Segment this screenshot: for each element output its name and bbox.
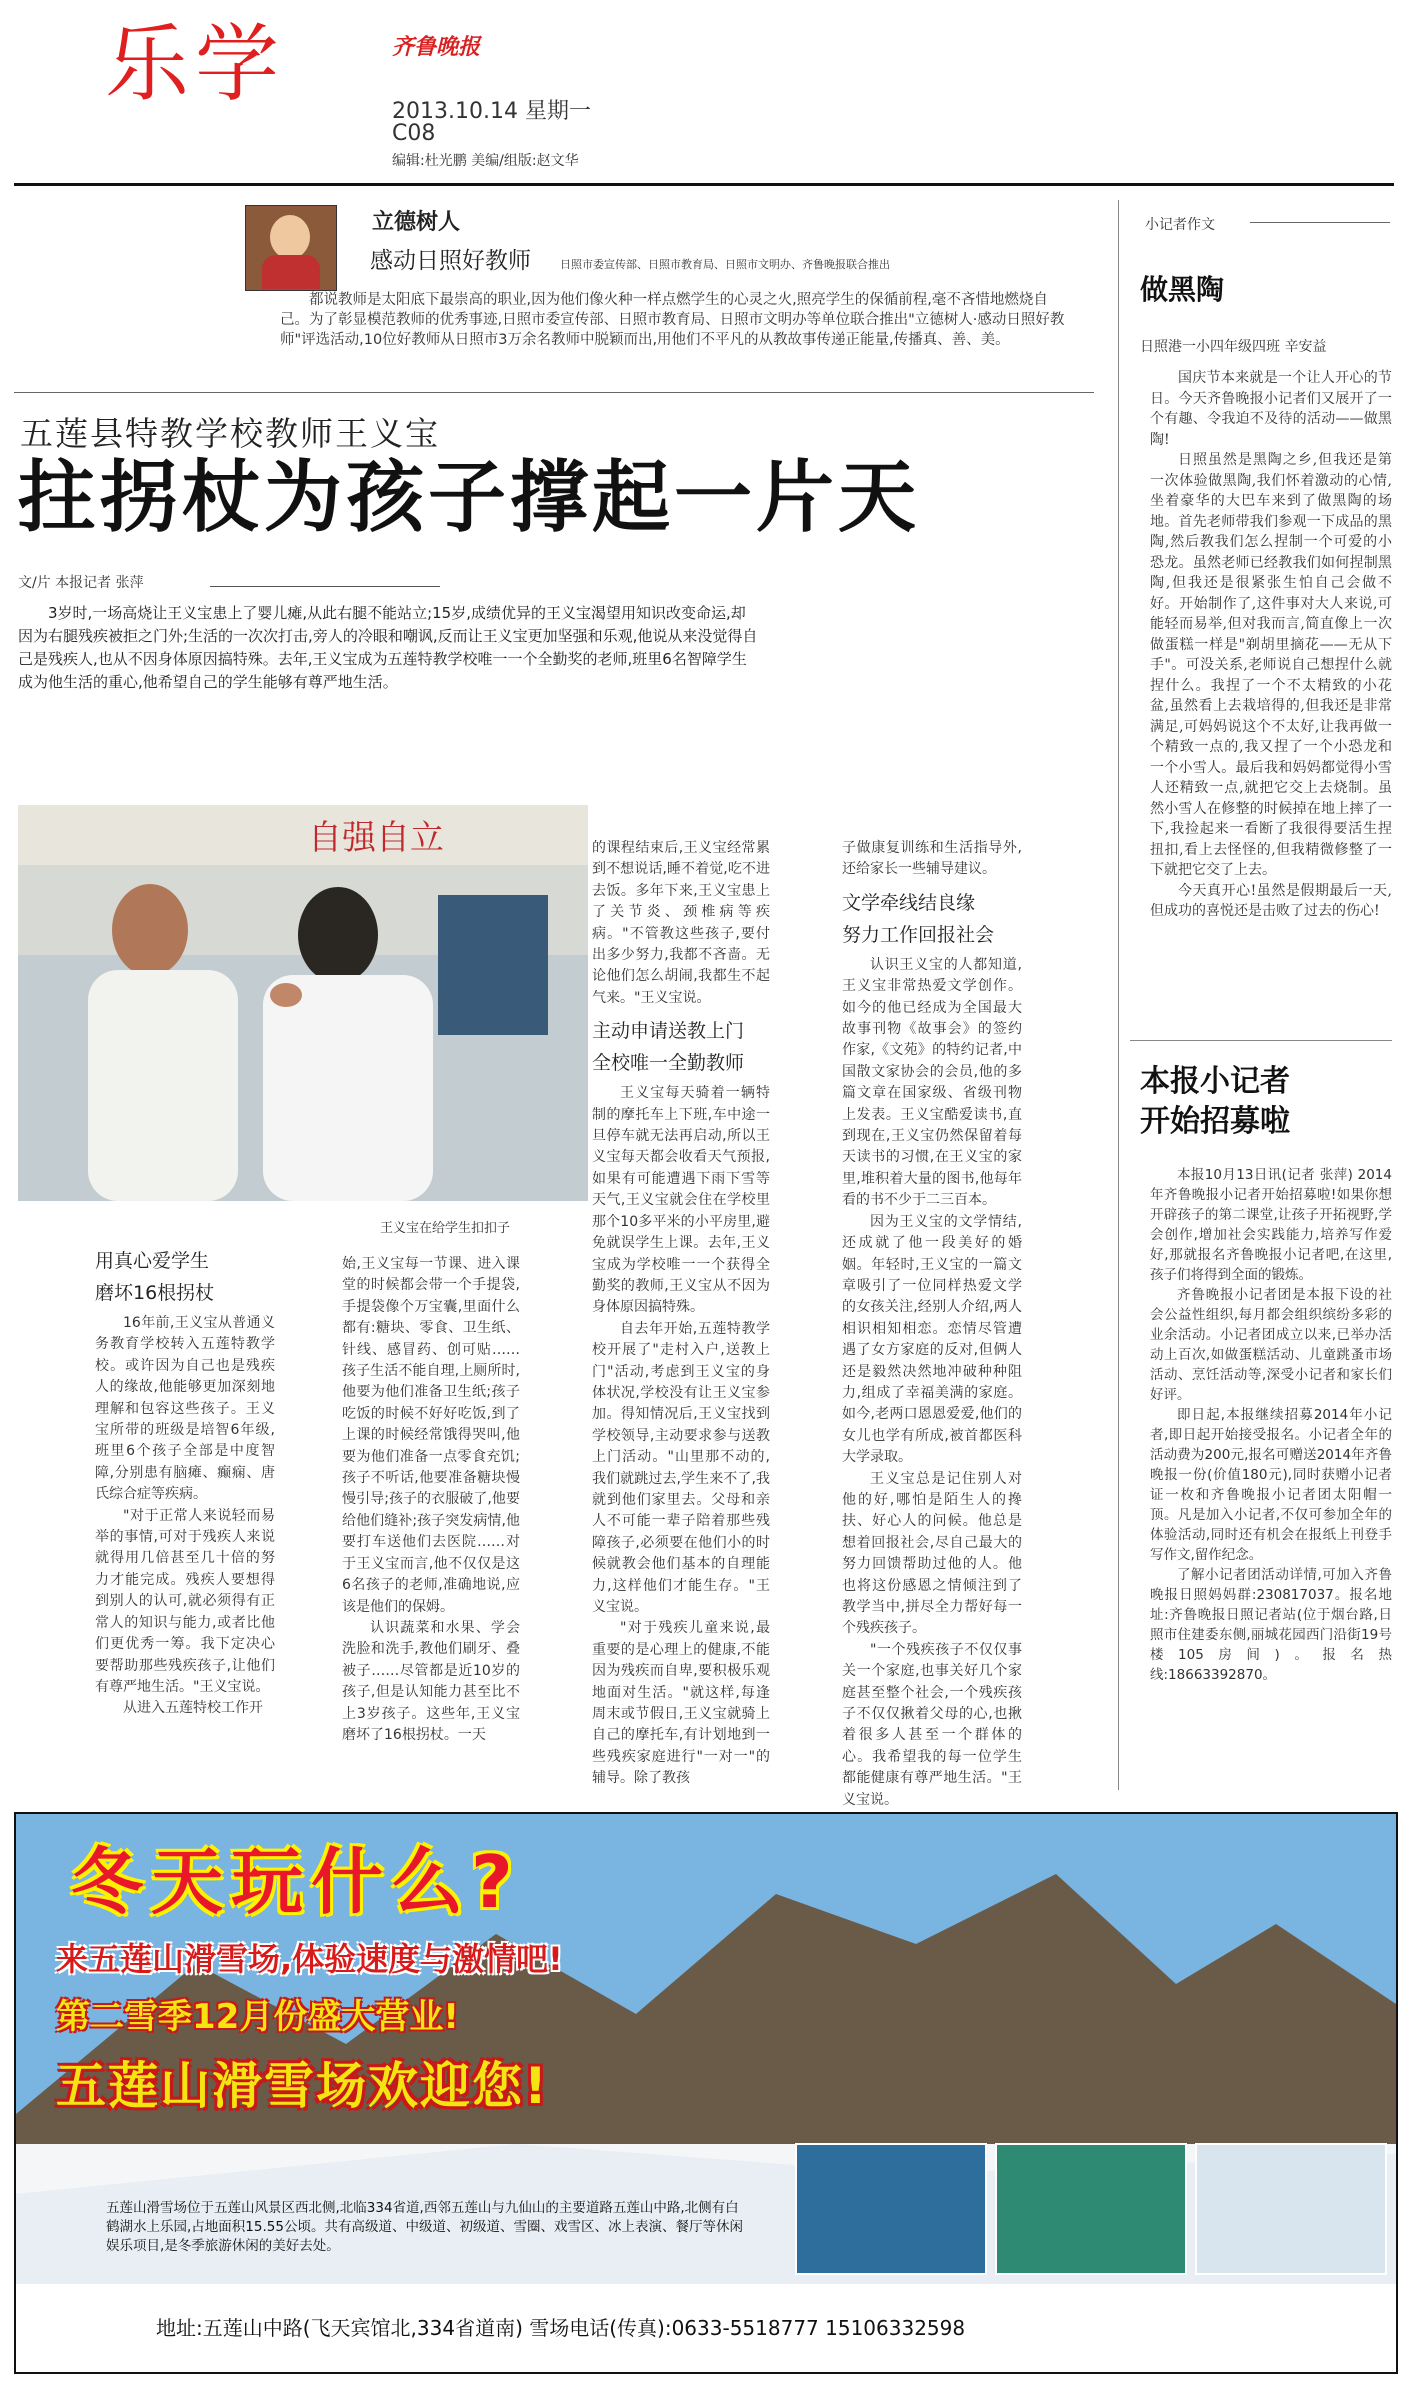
- campaign-subtitle: 感动日照好教师: [370, 248, 531, 274]
- photo-illustration: [18, 805, 588, 1201]
- ad-address: 地址:五莲山中路(飞天宾馆北,334省道南) 雪场电话(传真):0633-5518777 15106332598: [156, 2316, 966, 2340]
- photo-sign: 自强自立: [308, 818, 444, 858]
- article-photo: [18, 805, 588, 1201]
- paragraph: 始,王义宝每一节课、进入课堂的时候都会带一个手提袋,手提袋像个万宝囊,里面什么都有:糖块、零食、卫生纸、针线、感冒药、创可贴……孩子生活不能自理,上厕所时,他要为他们准备卫生纸;孩子吃饭的时候不好好吃饭,到了上课的时候经常饿得哭叫,他要为他们准备一点零食充饥;孩子不听话,他要准备糖块慢慢引导;孩子的衣服破了,他要给他们缝补;孩子突发病情,他要打车送他们去医院……对于王义宝而言,他不仅仅是这6名孩子的老师,准确地说,应该是他们的保姆。: [342, 1256, 520, 1615]
- paragraph: 自去年开始,五莲特教学校开展了"走村入户,送教上门"活动,考虑到王义宝的身体状况,学校没有让王义宝参加。得知情况后,王义宝找到学校领导,主动要求参与送教上门活动。"山里那不动的,我们就跳过去,学生来不了,我就到他们家里去。父母和亲人不可能一辈子陪着那些残障孩子,必须要在他们小的时候就教会他们基本的自理能力,这样他们才能生存。"王义宝说。: [592, 1320, 770, 1615]
- sidebar-section-rule: [1130, 1040, 1392, 1041]
- recruit-body: [1150, 1165, 1392, 1685]
- paragraph: 日照虽然是黑陶之乡,但我还是第一次体验做黑陶,我们怀着激动的心情,坐着豪华的大巴车来到了做黑陶的场地。首先老师带我们参观一下成品的黑陶,然后教我们怎么捏制一个可爱的小恐龙。虽然老师已经教我们如何捏制黑陶,但我还是很紧张生怕自己会做不好。开始制作了,这件事对大人来说,可能轻而易举,但对我而言,简直像上一次做蛋糕一样是"剃胡里摘花——无从下手"。可没关系,老师说自己想捏什么就捏什么。我捏了一个不太精致的小花盆,虽然看上去栽培得的,但我还是非常满足,可妈妈说这个不太好,让我再做一个精致一点的,我又捏了一个小恐龙和一个小雪人。最后我和妈妈都觉得小雪人还精致一点,就把它交上去烧制。虽然小雪人在修整的时候掉在地上摔了一下,我捡起来一看断了我很得要活生捏扭扣,看上去怪怪的,但我精微修整了一下就把它交了上去。: [1150, 452, 1392, 878]
- sidebar-divider: [1118, 200, 1119, 1790]
- paragraph: 子做康复训练和生活指导外,还给家长一些辅导建议。: [842, 840, 1022, 878]
- campaign-brand: 立德树人: [372, 209, 461, 235]
- sidebar-tag-rule: [1250, 222, 1390, 223]
- masthead-rule: [14, 183, 1394, 186]
- sidebar-essay-title: 做黑陶: [1140, 273, 1225, 306]
- paragraph: 的课程结束后,王义宝经常累到不想说话,睡不着觉,吃不进去饭。多年下来,王义宝患上了关节炎、颈椎病等疾病。"不管教这些孩子,要付出多少努力,我都不吝啬。无论他们怎么胡闹,我都生不起气来。"王义宝说。: [592, 840, 770, 1006]
- paragraph: 了解小记者团活动详情,可加入齐鲁晚报日照妈妈群:230817037。报名地址:齐鲁晚报日照记者站(位于烟台路,日照市住建委东侧,丽城花园西门沿街19号楼105房间)。报名热线:18663392870。: [1150, 1567, 1392, 1683]
- ad-line-1: 来五莲山滑雪场,体验速度与激情吧!: [56, 1940, 563, 1978]
- paragraph: 认识王义宝的人都知道,王义宝非常热爱文学创作。如今的他已经成为全国最大故事刊物《故事会》的签约作家,《文苑》的特约记者,中国散文家协会的会员,他的多篇文章在国家级、省级刊物上发表。王义宝酷爱读书,直到现在,王义宝仍然保留着每天读书的习惯,在王义宝的家里,堆积着大量的图书,他每年看的书不少于二三百本。: [842, 956, 1022, 1209]
- section-title: 乐学: [105, 15, 286, 113]
- paragraph: 即日起,本报继续招募2014年小记者,即日起开始接受报名。小记者全年的活动费为200元,报名可赠送2014年齐鲁晚报一份(价值180元),同时获赠小记者证一枚和齐鲁晚报小记者团太阳帽一顶。凡是加入小记者,不仅可参加全年的体验活动,同时还有机会在报纸上刊登手写作文,留作纪念。: [1150, 1407, 1392, 1563]
- page-number: C08: [392, 121, 436, 146]
- newspaper-logo: 齐鲁晚报: [392, 34, 481, 60]
- article-column-1: [95, 1245, 275, 1720]
- paragraph: "对于残疾儿童来说,最重要的是心理上的健康,不能因为残疾而自卑,要积极乐观地面对生活。"就这样,每逢周末或节假日,王义宝就骑上自己的摩托车,有计划地到一些残疾家庭进行"一对一"的辅导。除了教孩: [592, 1620, 770, 1787]
- paragraph: 从进入五莲特校工作开: [123, 1700, 263, 1717]
- ad-line-2: 第二雪季12月份盛大营业!: [56, 1997, 459, 2037]
- section-heading-2: 主动申请送教上门 全校唯一全勤教师: [592, 1020, 745, 1075]
- article-column-4: [842, 838, 1022, 1811]
- article-headline: 拄拐杖为孩子撑起一片天: [18, 453, 921, 543]
- section-heading-3: 文学牵线结良缘 努力工作回报社会: [842, 891, 995, 946]
- sidebar-essay-body: [1150, 368, 1392, 922]
- editor-credits: 编辑:杜光鹏 美编/组版:赵文华: [392, 153, 579, 169]
- paragraph: 16年前,王义宝从普通义务教育学校转入五莲特教学校。或许因为自己也是残疾人的缘故,他能够更加深刻地理解和包容这些孩子。王义宝所带的班级是培智6年级,班里6个孩子全部是中度智障,分别患有脑瘫、癫痫、唐氏综合症等疾病。: [95, 1315, 275, 1503]
- paragraph: "对于正常人来说轻而易举的事情,可对于残疾人来说就得用几倍甚至几十倍的努力才能完成。残疾人要想得到别人的认可,就必须得有正常人的知识与能力,或者比他们更优秀一筹。我下定决心要帮助那些残疾孩子,让他们有尊严地生活。"王义宝说。: [95, 1507, 275, 1695]
- paragraph: 齐鲁晚报小记者团是本报下设的社会公益性组织,每月都会组织缤纷多彩的业余活动。小记者团成立以来,已举办活动上百次,如做蛋糕活动、儿童跳蚤市场活动、烹饪活动等,深受小记者和家长们好评。: [1150, 1287, 1392, 1403]
- article-column-2: [342, 1254, 520, 1746]
- portrait-face: [270, 215, 310, 259]
- byline: 文/片 本报记者 张萍: [18, 575, 144, 591]
- paragraph: "一个残疾孩子不仅仅事关一个家庭,也事关好几个家庭甚至整个社会,一个残疾孩子不仅仅揪着父母的心,也揪着很多人甚至一个群体的心。我希望我的每一位学生都能健康有尊严地生活。"王义宝说。: [842, 1641, 1022, 1808]
- sidebar-essay-author: 日照港一小四年级四班 辛安益: [1140, 339, 1327, 355]
- issue-date: 2013.10.14 星期一: [392, 99, 591, 124]
- ad-blurb: 五莲山滑雪场位于五莲山风景区西北侧,北临334省道,西邻五莲山与九仙山的主要道路五莲山中路,北侧有白鹤湖水上乐园,占地面积15.55公顷。共有高级道、中级道、初级道、雪圈、戏雪区、冰上表演、餐厅等休闲娱乐项目,是冬季旅游休闲的美好去处。: [106, 2200, 743, 2254]
- ad-line-3: 五莲山滑雪场欢迎您!: [56, 2057, 549, 2115]
- paragraph: 今天真开心!虽然是假期最后一天,但成功的喜悦还是击败了过去的伤心!: [1150, 882, 1392, 919]
- campaign-intro: 都说教师是太阳底下最崇高的职业,因为他们像火种一样点燃学生的心灵之火,照亮学生的保循前程,毫不吝惜地燃烧自己。为了彰显模范教师的优秀事迹,日照市委宣传部、日照市教育局、日照市文明办等单位联合推出"立德树人·感动日照好教师"评选活动,10位好教师从日照市3万余名教师中脱颖而出,用他们不平凡的从教故事传递正能量,传播真、善、美。: [280, 292, 1065, 348]
- article-lead: 3岁时,一场高烧让王义宝患上了婴儿瘫,从此右腿不能站立;15岁,成绩优异的王义宝渴望用知识改变命运,却因为右腿残疾被拒之门外;生活的一次次打击,旁人的冷眼和嘲讽,反而让王义宝更加坚强和乐观,他说从来没觉得自己是残疾人,也从不因身体原因搞特殊。去年,王义宝成为五莲特教学校唯一一个全勤奖的老师,班里6名智障学生成为他生活的重心,他希望自己的学生能够有尊严地生活。: [18, 604, 758, 691]
- byline-rule: [210, 586, 440, 587]
- paragraph: 本报10月13日讯(记者 张萍) 2014年齐鲁晚报小记者开始招募啦!如果你想开辟孩子的第二课堂,让孩子开拓视野,学会创作,增加社会实践能力,培养写作爱好,那就报名齐鲁晚报小记者吧,在这里,孩子们将得到全面的锻炼。: [1150, 1167, 1392, 1283]
- sidebar-tag: 小记者作文: [1145, 217, 1215, 233]
- portrait-body: [262, 255, 320, 289]
- section-heading-1: 用真心爱学生 磨坏16根拐杖: [95, 1250, 215, 1304]
- ski-resort-ad: [14, 1812, 1398, 2374]
- article-subhead: 五莲县特教学校教师王义宝: [20, 414, 440, 453]
- ad-headline: 冬天玩什么?: [71, 1840, 521, 1924]
- photo-caption: 王义宝在给学生扣扣子: [380, 1221, 511, 1236]
- campaign-sponsors: 日照市委宣传部、日照市教育局、日照市文明办、齐鲁晚报联合推出: [560, 258, 890, 271]
- paragraph: 认识蔬菜和水果、学会洗脸和洗手,教他们刷牙、叠被子……尽管都是近10岁的孩子,但是认知能力甚至比不上3岁孩子。这些年,王义宝磨坏了16根拐杖。一天: [342, 1619, 520, 1743]
- paragraph: 王义宝每天骑着一辆特制的摩托车上下班,车中途一旦停车就无法再启动,所以王义宝每天都会收看天气预报,如果有可能遭遇下雨下雪等天气,王义宝就会住在学校里那个10多平米的小平房里,避免就误学生上课。去年,王义宝成为学校唯一一个获得全勤奖的教师,王义宝从不因为身体原因搞特殊。: [592, 1085, 770, 1316]
- recruit-title: 本报小记者 开始招募啦: [1140, 1064, 1290, 1139]
- paragraph: 国庆节本来就是一个让人开心的节日。今天齐鲁晚报小记者们又展开了一个有趣、令我迫不及待的活动——做黑陶!: [1150, 370, 1392, 448]
- article-column-3: [592, 838, 770, 1790]
- paragraph: 王义宝总是记住别人对他的好,哪怕是陌生人的搀扶、好心人的问候。他总是想着回报社会,尽自己最大的努力回馈帮助过他的人。他也将这份感恩之情倾注到了教学当中,拼尽全力帮好每一个残疾孩子。: [842, 1470, 1022, 1637]
- banner-rule: [14, 392, 1094, 393]
- paragraph: 因为王义宝的文学情结,还成就了他一段美好的婚姻。年轻时,王义宝的一篇文章吸引了一位同样热爱文学的女孩关注,经别人介绍,两人相识相知相恋。恋情尽管遭遇了女方家庭的反对,但俩人还是毅然决然地冲破种种阻力,组成了幸福美满的家庭。如今,老两口恩恩爱爱,他们的女儿也学有所成,被首都医科大学录取。: [842, 1213, 1022, 1466]
